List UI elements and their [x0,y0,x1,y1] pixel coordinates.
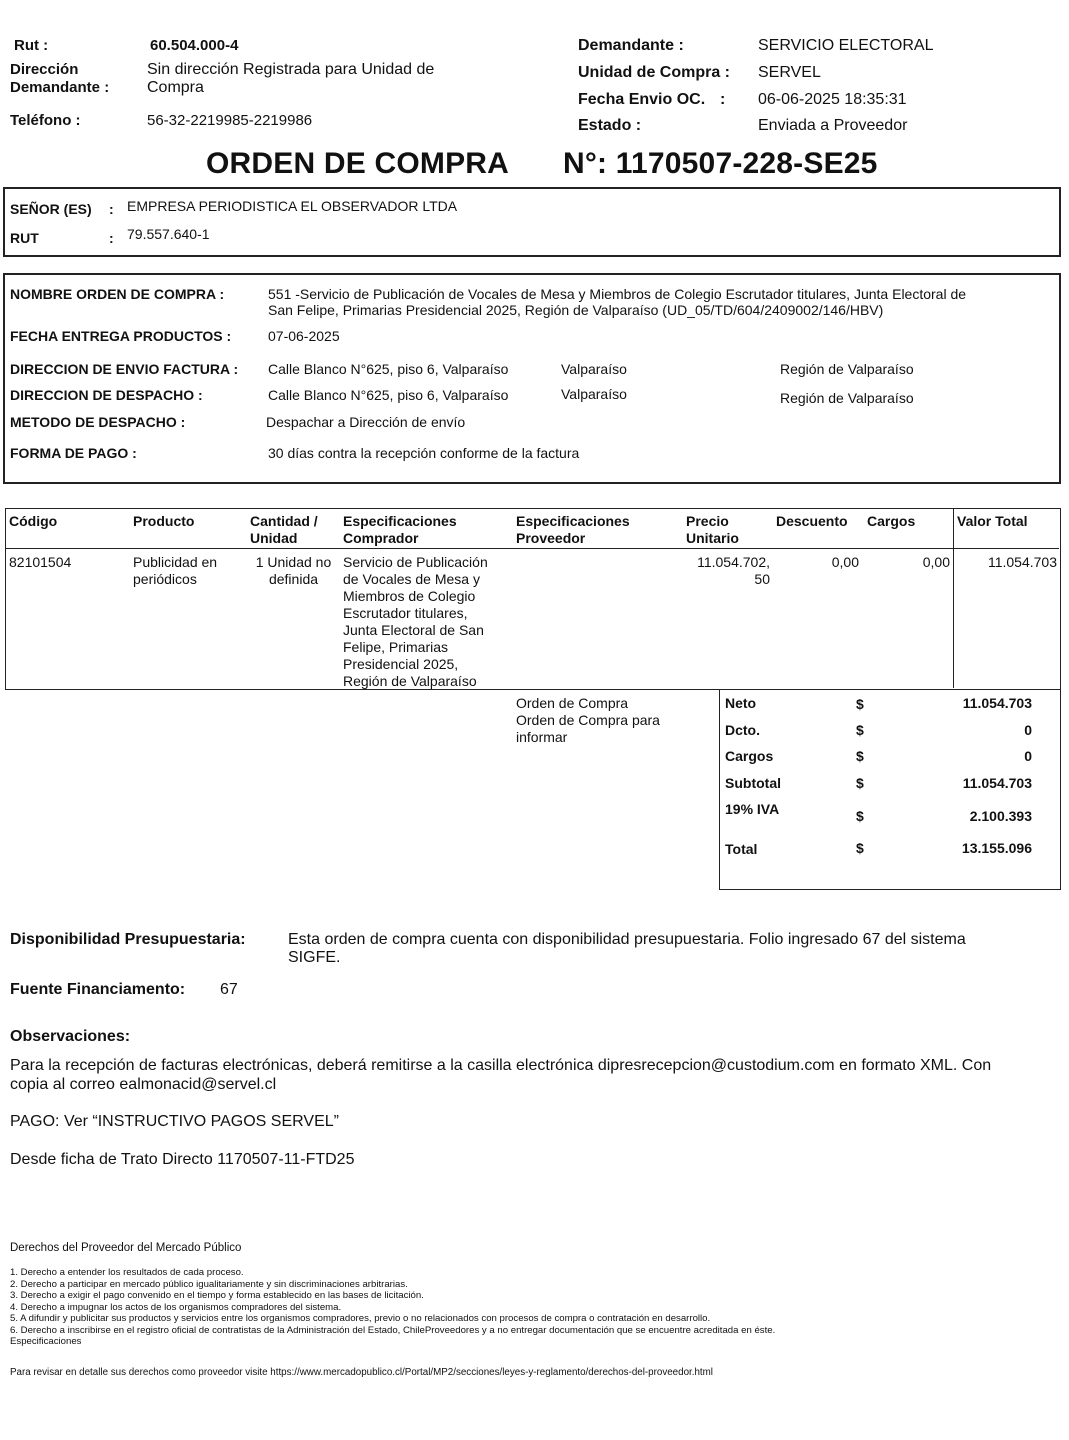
row-codigo: 82101504 [9,554,72,570]
envio-factura-city: Valparaíso [561,361,627,377]
row-producto: Publicidad en [133,554,218,570]
nombre-orden-value-2: San Felipe, Primarias Presidencial 2025, Región de Valparaíso (UD_05/TD/604/2409002/146/HBV) [268,302,884,318]
supplier-name: EMPRESA PERIODISTICA EL OBSERVADOR LTDA [127,198,458,214]
table-header-divider [6,548,1059,549]
senor-label: SEÑOR (ES) [10,201,92,217]
disponibilidad-value: Esta orden de compra cuenta con disponibilidad presupuestaria. Folio ingresado 67 del sistema [288,931,966,948]
direccion-label: Dirección [10,61,79,78]
observaciones-trato-directo: Desde ficha de Trato Directo 1170507-11-FTD25 [10,1151,355,1168]
estado-value: Enviada a Proveedor [758,117,908,134]
supplier-rut-value: 79.557.640-1 [127,226,210,242]
dcto-value: 0 [1024,722,1032,738]
col-esp-proveedor-header-2: Proveedor [516,530,586,546]
row-cargos: 0,00 [922,554,950,570]
supplier-box [3,187,1061,257]
rights-title: Derechos del Proveedor del Mercado Público [10,1242,242,1254]
despacho-address: Calle Blanco N°625, piso 6, Valparaíso [268,387,509,403]
nombre-orden-label: NOMBRE ORDEN DE COMPRA : [10,286,225,302]
direccion-value-2: Compra [147,79,204,96]
rights-item: 3. Derecho a exigir el pago convenido en el tiempo y forma establecido en las bases de licitación. [10,1290,424,1301]
fecha-envio-colon: : [720,91,726,108]
row-precio: 11.054.702, [697,554,770,570]
col-precio-header-2: Unitario [686,530,739,546]
neto-value: 11.054.703 [962,695,1032,711]
subtotal-value: 11.054.703 [962,775,1032,791]
despacho-city: Valparaíso [561,386,627,402]
unidad-value: SERVEL [758,64,821,81]
disponibilidad-label: Disponibilidad Presupuestaria: [10,931,246,948]
demandante-value: SERVICIO ELECTORAL [758,37,934,54]
fecha-entrega-value: 07-06-2025 [268,328,340,344]
row-esp-line-4: Escrutador titulares, [343,605,468,621]
col-esp-comprador-header-2: Comprador [343,530,419,546]
iva-value: 2.100.393 [969,808,1032,824]
demandante-label: Demandante : [578,37,684,54]
observaciones-label: Observaciones: [10,1028,131,1045]
fuente-value: 67 [220,981,238,998]
rut-value: 60.504.000-4 [150,37,239,54]
row-esp-line-7: Presidencial 2025, [343,656,459,672]
row-esp-line-3: Miembros de Colegio [343,588,476,604]
direccion-label-2: Demandante : [10,79,110,96]
row-esp-line-6: Felipe, Primarias [343,639,449,655]
envio-factura-address: Calle Blanco N°625, piso 6, Valparaíso [268,361,509,377]
row-esp-line-2: de Vocales de Mesa y [343,571,480,587]
row-descuento: 0,00 [831,554,859,570]
neto-currency: $ [856,696,864,712]
totals-note-line-2: Orden de Compra para [516,712,660,728]
iva-label: 19% IVA [725,801,780,817]
fuente-label: Fuente Financiamento: [10,981,186,998]
col-descuento-header: Descuento [776,513,848,529]
totals-note-line-3: informar [516,729,568,745]
col-producto-header: Producto [133,513,195,529]
telefono-value: 56-32-2219985-2219986 [147,112,313,129]
col-codigo-header: Código [9,513,58,529]
dcto-currency: $ [856,722,864,738]
envio-factura-region: Región de Valparaíso [780,361,914,377]
totals-note-line-1: Orden de Compra [516,695,629,711]
iva-currency: $ [856,808,864,824]
fecha-envio-value: 06-06-2025 18:35:31 [758,91,907,108]
row-valor-total: 11.054.703 [987,554,1057,570]
total-label: Total [725,841,758,857]
rights-item: 4. Derecho a impugnar los actos de los organismos compradores del sistema. [10,1301,342,1313]
observaciones-line-2: copia al correo ealmonacid@servel.cl [10,1076,277,1093]
col-cantidad-header: Cantidad / [250,513,318,529]
cargos-label: Cargos [725,748,774,764]
row-cantidad: 1 Unidad no [255,554,332,570]
envio-factura-label: DIRECCION DE ENVIO FACTURA : [10,361,239,377]
row-cantidad-2: definida [268,571,319,587]
row-esp-line-1: Servicio de Publicación [343,554,488,570]
rights-item: Especificaciones [10,1336,82,1347]
fecha-entrega-label: FECHA ENTREGA PRODUCTOS : [10,328,232,344]
items-table [5,508,1061,690]
col-cantidad-header-2: Unidad [250,530,298,546]
col-precio-header: Precio [686,513,729,529]
forma-pago-value: 30 días contra la recepción conforme de la factura [268,445,580,461]
observaciones-line-1: Para la recepción de facturas electrónicas, deberá remitirse a la casilla electrónica dipresrecepcion@custodium.com en formato XML. Con [10,1057,992,1074]
total-currency: $ [856,840,864,856]
totals-box [719,689,1061,890]
senor-colon: : [109,201,114,217]
rights-item: 1. Derecho a entender los resultados de cada proceso. [10,1267,244,1278]
subtotal-currency: $ [856,775,864,791]
metodo-despacho-label: METODO DE DESPACHO : [10,414,186,430]
dcto-label: Dcto. [725,722,760,738]
order-number: N°: 1170507-228-SE25 [563,147,878,180]
col-valor-total-header: Valor Total [957,513,1028,529]
metodo-despacho-value: Despachar a Dirección de envío [266,414,466,430]
rights-footer-link[interactable]: Para revisar en detalle sus derechos como proveedor visite https://www.mercadopublico.cl/Portal/MP2/secciones/leyes-y-reglamento/derechos-del-proveedor.html [10,1367,713,1378]
direccion-value: Sin dirección Registrada para Unidad de [147,61,435,78]
neto-label: Neto [725,695,757,711]
col-cargos-header: Cargos [867,513,916,529]
row-producto-2: periódicos [133,571,197,587]
rights-item: 2. Derecho a participar en mercado público igualitariamente y sin discriminaciones arbitrarias. [10,1278,408,1290]
estado-label: Estado : [578,117,642,134]
unidad-label: Unidad de Compra : [578,64,731,81]
cargos-value: 0 [1024,748,1032,764]
disponibilidad-value-2: SIGFE. [288,949,341,966]
observaciones-pago: PAGO: Ver “INSTRUCTIVO PAGOS SERVEL” [10,1113,339,1130]
table-total-divider [953,509,954,688]
telefono-label: Teléfono : [10,112,81,129]
rights-item: 5. A difundir y publicitar sus productos y servicios entre los organismos compradores, previo o no relacionados con procesos de compra o contratación en desarrollo. [10,1313,711,1324]
cargos-currency: $ [856,748,864,764]
document-title: ORDEN DE COMPRA [206,147,510,180]
total-value: 13.155.096 [961,840,1032,856]
rights-item: 6. Derecho a inscribirse en el registro oficial de contratistas de la Administración del Estado, ChileProveedores y a no entregar documentación que se encuentre acreditada en éste. [10,1324,776,1336]
forma-pago-label: FORMA DE PAGO : [10,445,137,461]
despacho-region: Región de Valparaíso [780,390,914,406]
rights-list [10,1267,775,1348]
nombre-orden-value: 551 -Servicio de Publicación de Vocales de Mesa y Miembros de Colegio Escrutador titulares, Junta Electoral de [268,286,967,302]
supplier-rut-label: RUT [10,230,39,246]
despacho-label: DIRECCION DE DESPACHO : [10,387,203,403]
fecha-envio-label: Fecha Envio OC. [578,91,706,108]
subtotal-label: Subtotal [725,775,781,791]
order-info-box [3,273,1061,484]
col-esp-comprador-header: Especificaciones [343,513,457,529]
row-precio-2: 50 [754,571,770,587]
row-esp-line-8: Región de Valparaíso [343,673,477,689]
rut-label: Rut : [14,37,49,54]
row-esp-line-5: Junta Electoral de San [343,622,484,638]
supplier-rut-colon: : [109,230,114,246]
col-esp-proveedor-header: Especificaciones [516,513,630,529]
